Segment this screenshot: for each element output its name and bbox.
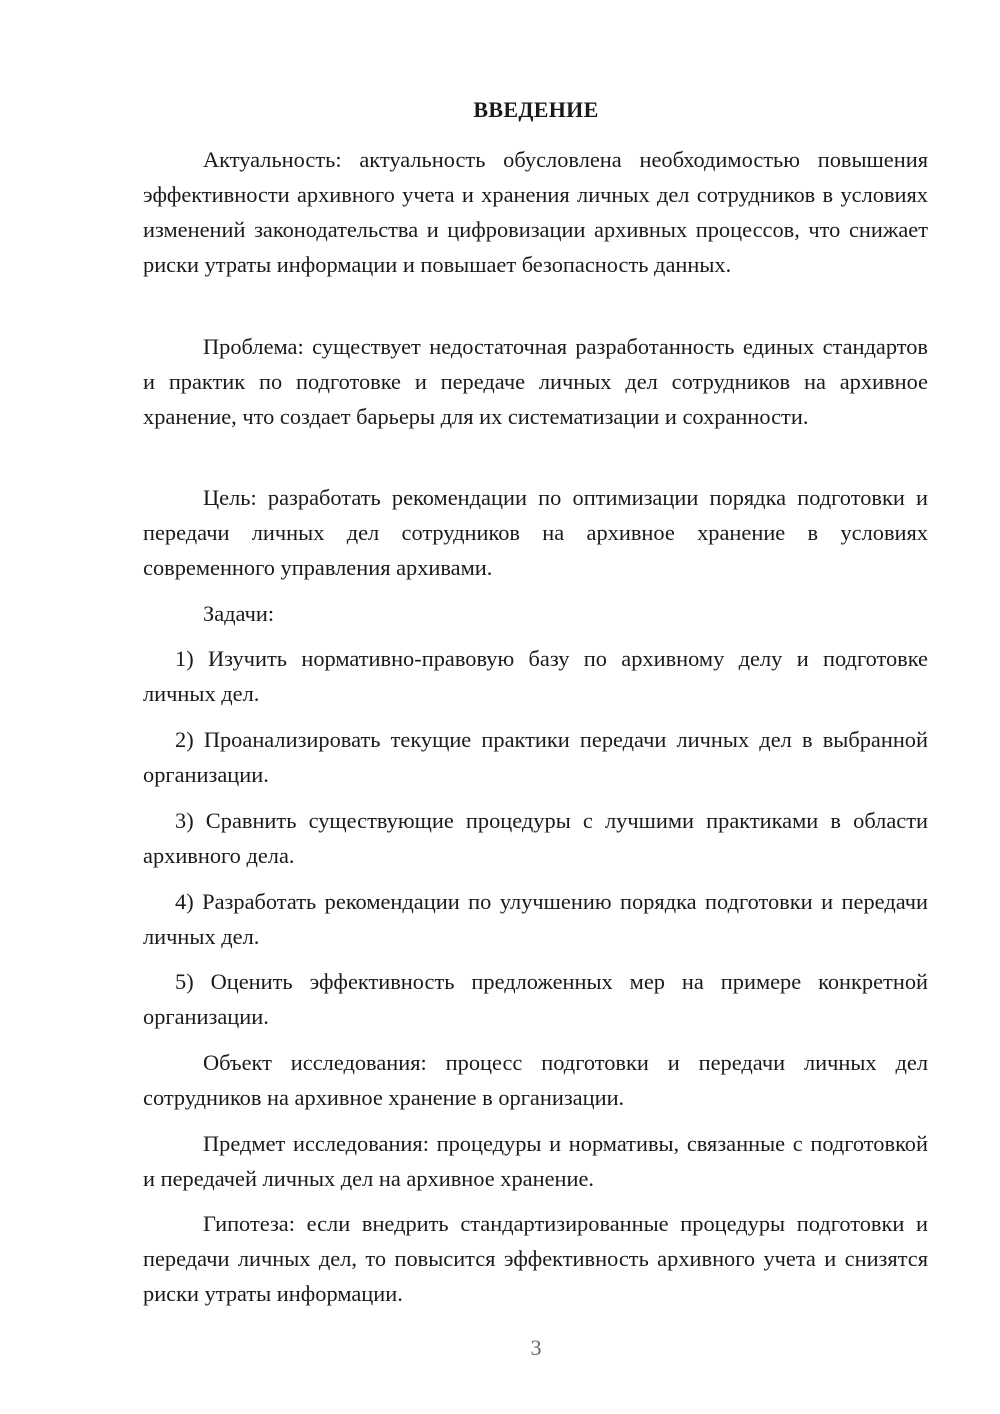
problem-paragraph: Проблема: существует недостаточная разработанность единых стандартов и практик по подготовке и передаче личных дел сотрудников на архивное хранение, что создает барьеры для их систематизации и сохранности. bbox=[143, 334, 928, 429]
page-title: ВВЕДЕНИЕ bbox=[473, 97, 599, 122]
task-item-2: 2) Проанализировать текущие практики передачи личных дел в выбранной организации. bbox=[143, 727, 928, 787]
goal-paragraph: Цель: разработать рекомендации по оптимизации порядка подготовки и передачи личных дел сотрудников на архивное хранение в условиях современного управления архивами. bbox=[143, 485, 928, 580]
object-paragraph: Объект исследования: процесс подготовки и передачи личных дел сотрудников на архивное хранение в организации. bbox=[143, 1050, 928, 1110]
hypothesis-paragraph: Гипотеза: если внедрить стандартизированные процедуры подготовки и передачи личных дел, то повысится эффективность архивного учета и снизятся риски утраты информации. bbox=[143, 1211, 928, 1306]
relevance-paragraph: Актуальность: актуальность обусловлена необходимостью повышения эффективности архивного учета и хранения личных дел сотрудников в условиях изменений законодательства и цифровизации архивных процессов, что снижает риски утраты информации и повышает безопасность данных. bbox=[143, 147, 928, 277]
page-number: 3 bbox=[530, 1335, 542, 1360]
task-item-5: 5) Оценить эффективность предложенных мер на примере конкретной организации. bbox=[143, 969, 928, 1029]
task-item-1: 1) Изучить нормативно-правовую базу по архивному делу и подготовке личных дел. bbox=[143, 646, 928, 706]
task-item-3: 3) Сравнить существующие процедуры с лучшими практиками в области архивного дела. bbox=[143, 808, 928, 868]
tasks-heading: Задачи: bbox=[203, 601, 275, 626]
subject-paragraph: Предмет исследования: процедуры и нормативы, связанные с подготовкой и передачей личных дел на архивное хранение. bbox=[143, 1131, 928, 1191]
task-item-4: 4) Разработать рекомендации по улучшению порядка подготовки и передачи личных дел. bbox=[143, 889, 928, 949]
